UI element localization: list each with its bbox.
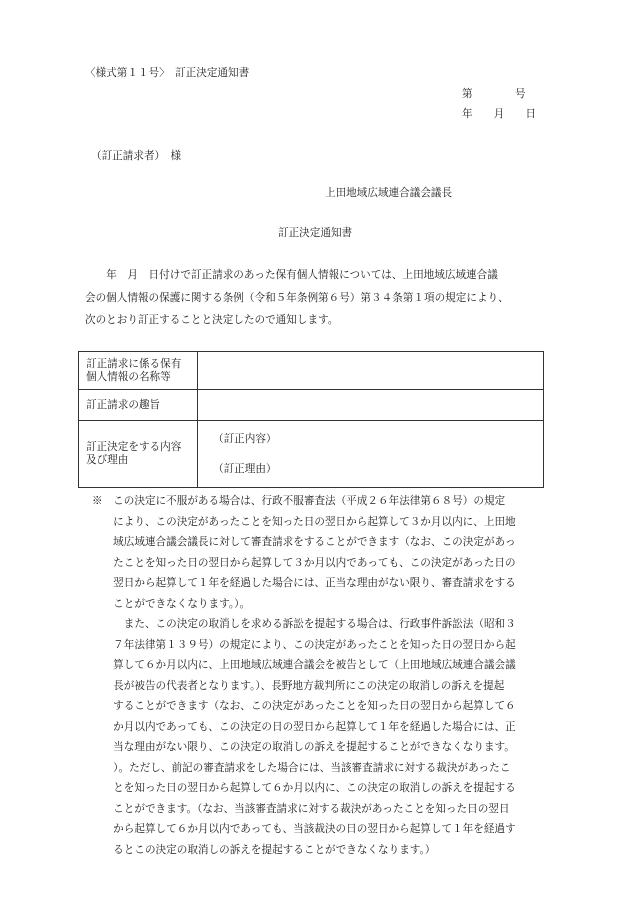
correction-reason-label: （訂正理由） (213, 463, 277, 475)
body-line: 会の個人情報の保護に関する条例（令和５年条例第６号）第３４条第１項の規定により、 (85, 291, 509, 304)
note-line: ７年法律第１３９号）の規定により、この決定があったことを知った日の翌日から起 (92, 638, 516, 651)
date-label: 年 月 日 (462, 108, 537, 120)
note-line: たことを知った日の翌日から起算して３か月以内であっても、この決定があった日の (92, 556, 516, 569)
note-line: 域広域連合議会議長に対して審査請求をすることができます（なお、この決定があっ (92, 536, 516, 548)
row-value-decision (198, 421, 544, 488)
note-line: ことができなくなります。）。 (92, 597, 251, 610)
note-line: 翌日から起算して１年を経過した場合には、正当な理由がない限り、審査請求をする (92, 577, 516, 589)
note-line: ）。ただし、前記の審査請求をした場合には、当該審査請求に対する裁決があったこ (92, 761, 511, 774)
note-line: とを知った日の翌日から起算して６か月以内に、この決定の取消しの訴えを提起する (92, 782, 516, 794)
row-label-purpose: 訂正請求の趣旨 (79, 390, 198, 421)
note-line: により、この決定があったことを知った日の翌日から起算して３か月以内に、上田地 (92, 515, 516, 528)
recipient-line: （訂正請求者） 様 (91, 150, 182, 162)
row-value-target (198, 352, 544, 390)
table-row (79, 421, 544, 488)
document-title: 訂正決定通知書 (278, 227, 353, 239)
note-line: か月以内であっても、この決定の日の翌日から起算して１年を経過した場合には、正 (92, 720, 516, 733)
body-line: 次のとおり訂正することと決定したので通知します。 (85, 314, 339, 326)
row-value-purpose (198, 390, 544, 421)
body-line: 年 月 日付けで訂正請求のあった保有個人情報については、上田地域広域連合議 (85, 269, 498, 281)
correction-table (78, 351, 544, 488)
note-line: 算して６か月以内に、上田地域広域連合議会を被告として（上田地域広域連合議会議 (92, 659, 516, 671)
note-line: することができます（なお、この決定があったことを知った日の翌日から起算して６ (92, 700, 516, 712)
note-line: 当な理由がない限り、この決定の取消しの訴えを提起することができなくなります。 (92, 741, 515, 753)
table-row (79, 352, 544, 390)
form-label: 〈様式第１１号〉 訂正決定通知書 (85, 67, 250, 79)
document-number-label: 第 号 (462, 88, 526, 100)
note-line: るとこの決定の取消しの訴えを提起することができなくなります。） (92, 843, 436, 856)
table-row (79, 390, 544, 421)
note-line: から起算して６か月以内であっても、当該裁決の日の翌日から起算して１年を経過す (92, 823, 516, 835)
note-line: ことができます。（なお、当該審査請求に対する裁決があったことを知った日の翌日 (92, 802, 510, 815)
correction-content-label: （訂正内容） (213, 433, 277, 445)
note-line: ※ この決定に不服がある場合は、行政不服審査法（平成２６年法律第６８号）の規定 (92, 495, 506, 507)
row-label-decision: 訂正決定をする内容 及び理由 (79, 421, 198, 488)
appeal-notice (92, 491, 552, 860)
body-paragraph (85, 264, 550, 332)
sender-line: 上田地域広域連合議会議長 (325, 187, 453, 199)
row-label-target: 訂正請求に係る保有 個人情報の名称等 (79, 352, 198, 390)
note-line: 長が被告の代表者となります。）、長野地方裁判所にこの決定の取消しの訴えを提起 (92, 679, 505, 692)
note-line: また、この決定の取消しを求める訴訟を提起する場合は、行政事件訴訟法（昭和３ (92, 618, 516, 630)
